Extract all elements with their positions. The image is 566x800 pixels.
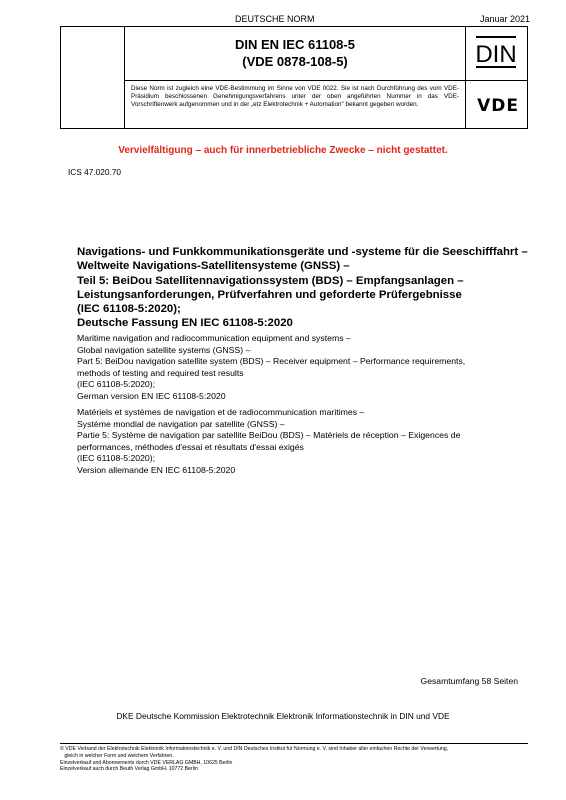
footer-line: Einzelverkauf und Abonnements durch VDE VERLAG GMBH, 10625 Berlin [60,759,233,766]
title-en-line: (IEC 61108-5:2020); [77,379,156,389]
title-de-line: Weltweite Navigations-Satellitensysteme (GNSS) – [77,260,350,273]
logo-divider [465,80,527,81]
din-number: DIN EN IEC 61108-5 [235,37,355,52]
din-logo-text: DIN [475,41,517,68]
title-en-line: Maritime navigation and radiocommunication equipment and systems – [77,333,351,343]
title-en-line: German version EN IEC 61108-5:2020 [77,390,226,401]
footer-line: gleich in welcher Form und welchem Verfahren. [60,752,174,759]
title-fr-line: Système mondial de navigation par satellite (GNSS) – [77,418,285,429]
footer-line: Einzelverkauf auch durch Beuth Verlag GmbH, 10772 Berlin [60,766,198,773]
ics-code: ICS 47.020.70 [68,167,122,177]
vde-logo: VDE [477,96,519,116]
total-pages: Gesamtumfang 58 Seiten [420,676,518,686]
publication-date: Januar 2021 [479,14,530,24]
title-de-line: Leistungsanforderungen, Prüfverfahren und geforderte Prüfergebnisse [77,288,462,301]
title-fr-line: (IEC 61108-5:2020); [77,453,156,463]
title-en-line: Global navigation satellite systems (GNSS) – [77,344,251,355]
reproduction-warning: Vervielfältigung – auch für innerbetriebliche Zwecke – nicht gestattet. [118,145,448,156]
footer-line: © VDE Verband der Elektrotechnik Elektronik Informationstechnik e. V. und DIN Deutsches Institut für Normung e. V. sind Inhaber aller einfachen Rechte der Verwertung, [60,746,449,752]
copyright-footer [60,746,540,773]
title-de-line: (IEC 61108-5:2020); [77,303,181,316]
header-divider [125,80,465,81]
norm-type-label: DEUTSCHE NORM [235,14,315,24]
standard-number [125,36,465,70]
title-fr-line: Version allemande EN IEC 61108-5:2020 [77,464,236,475]
vde-note: Diese Norm ist zugleich eine VDE-Bestimmung im Sinne von VDE 0022. Sie ist nach Durchführung des vom VDE-Präsidium beschlossenen Genehmigungsverfahrens unter der oben angeführten Nummer in das VDE-Vorschriftenwerk aufgenommen und in der „etz Elektrotechnik + Automation" bekannt gegeben worden. [131,85,459,109]
title-fr-line: Partie 5: Système de navigation par satellite BeiDou (BDS) – Matériels de réception – Exigences de [77,430,461,440]
title-french [77,407,527,476]
title-de-line: Navigations- und Funkkommunikationsgeräte und -systeme für die Seeschifffahrt – [77,246,528,258]
footer-divider [60,743,528,744]
title-fr-line: Matériels et systèmes de navigation et de radiocommunication maritimes – [77,407,365,417]
title-fr-line: performances, méthodes d'essai et résultats d'essai exigés [77,441,304,452]
vde-number: (VDE 0878-108-5) [242,54,348,69]
title-de-line: Deutsche Fassung EN IEC 61108-5:2020 [77,317,293,330]
title-english [77,333,527,402]
title-en-line: methods of testing and required test results [77,367,244,378]
header-box [60,26,528,129]
committee-line: DKE Deutsche Kommission Elektrotechnik Elektronik Informationstechnik in DIN und VDE [116,711,450,721]
title-en-line: Part 5: BeiDou navigation satellite system (BDS) – Receiver equipment – Performance requirements, [77,356,466,366]
din-logo [475,36,517,68]
header-left-cell [61,27,125,128]
title-german [77,245,527,331]
title-de-line: Teil 5: BeiDou Satellitennavigationssystem (BDS) – Empfangsanlagen – [77,274,464,287]
